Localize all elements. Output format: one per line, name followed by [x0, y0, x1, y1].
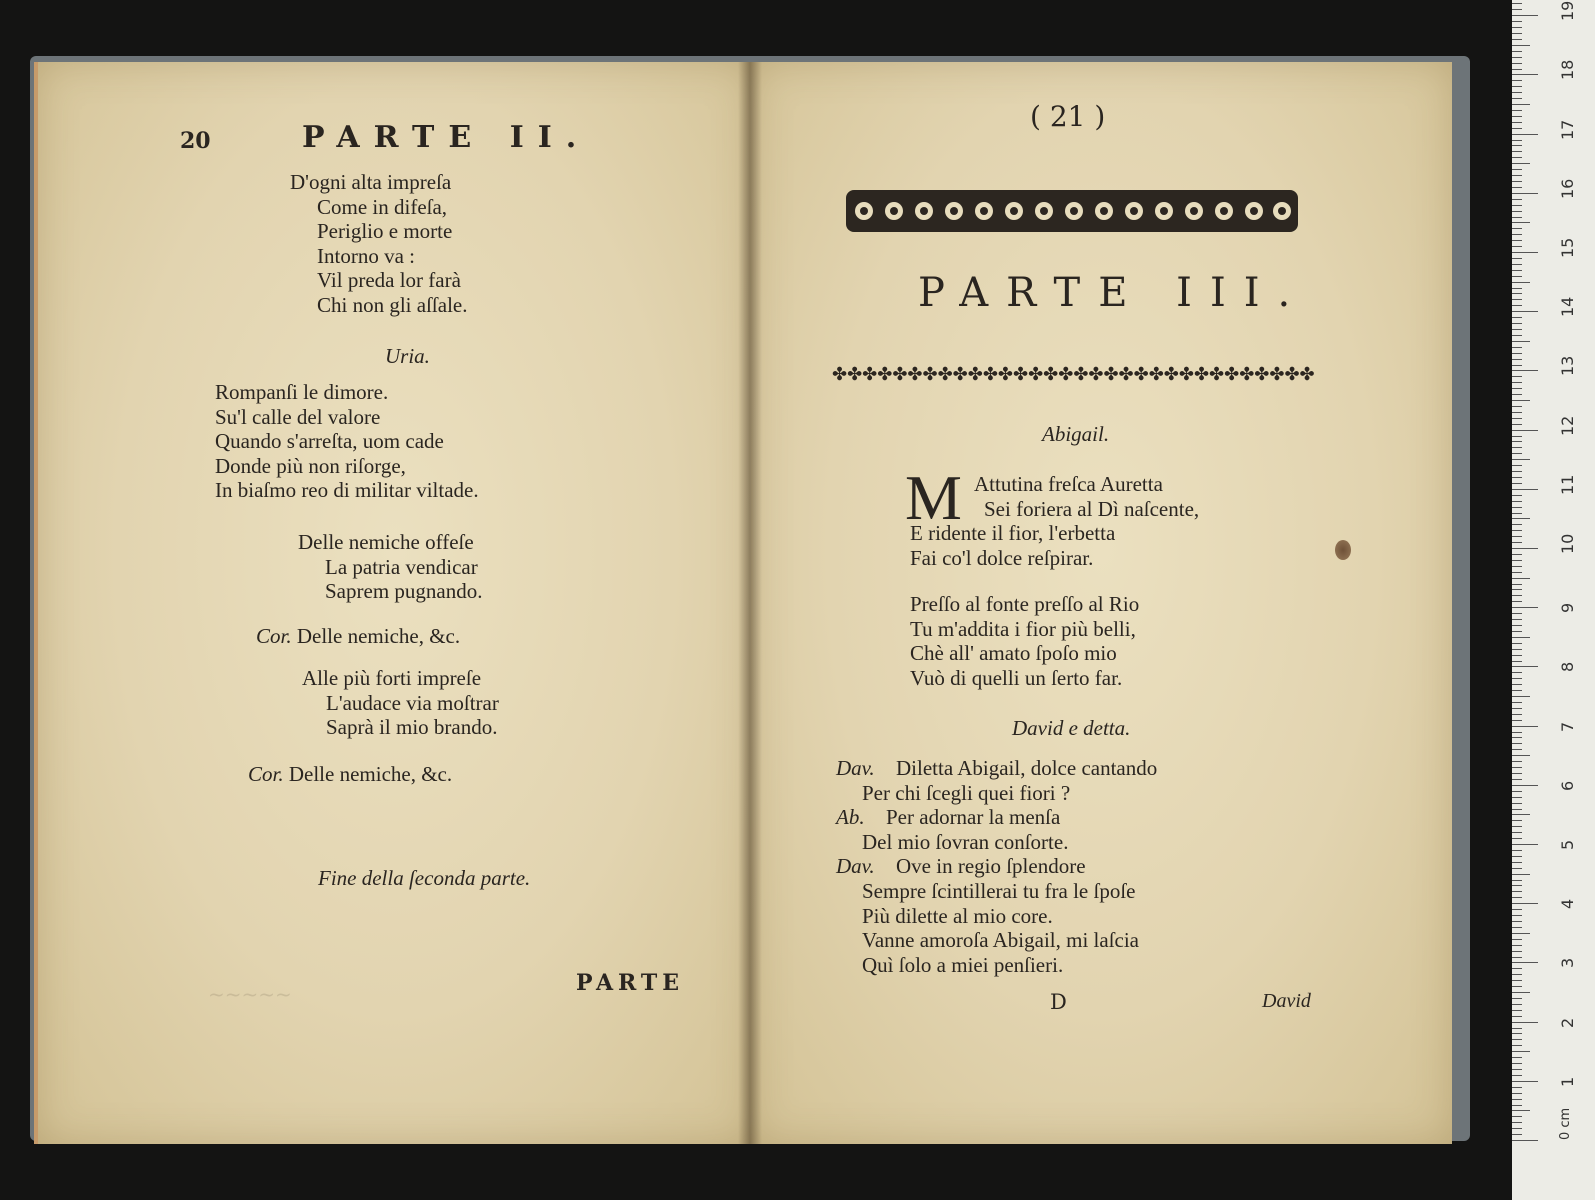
ruler-tick [1512, 631, 1522, 632]
ruler-tick [1512, 1134, 1522, 1135]
ruler-tick [1512, 767, 1522, 768]
ruler-tick [1512, 140, 1522, 141]
speaker-abigail: Abigail. [1042, 422, 1110, 446]
ruler-tick [1512, 832, 1522, 833]
ruler-tick [1512, 962, 1538, 963]
ruler-tick [1512, 572, 1522, 573]
right-stanza-1 [910, 521, 1115, 570]
ruler-tick [1512, 1116, 1522, 1117]
ruler-cm-label: 12 [1558, 415, 1577, 436]
ruler-tick [1512, 915, 1522, 916]
ruler-tick [1512, 347, 1522, 348]
ruler-tick [1512, 418, 1522, 419]
dialogue-text: Diletta Abigail, dolce cantando [896, 756, 1158, 780]
ruler-tick [1512, 1093, 1522, 1094]
verse-line: Fai co'l dolce reſpirar. [910, 545, 1094, 570]
verse-line: E ridente il fior, l'erbetta [910, 521, 1116, 545]
ruler-tick [1512, 276, 1522, 277]
left-page-header: PARTE II. [302, 120, 591, 155]
ruler-tick [1512, 885, 1522, 886]
ruler-tick [1512, 702, 1522, 703]
ruler-tick [1512, 1140, 1538, 1141]
chorus-text: Delle nemiche, &c. [288, 762, 453, 786]
verse-line: Quando s'arreſta, uom cade [215, 429, 444, 454]
ruler-tick [1512, 595, 1522, 596]
right-page-title: PARTE III. [918, 270, 1309, 316]
chorus-speaker: Cor. [256, 624, 292, 648]
ruler-tick [1512, 578, 1530, 579]
dialogue-line [836, 854, 1157, 879]
ruler-tick [1512, 169, 1522, 170]
ruler-tick [1512, 619, 1522, 620]
ruler-cm-label: 2 [1558, 1017, 1577, 1028]
ruler-tick [1512, 613, 1522, 614]
ruler-tick [1512, 791, 1522, 792]
ruler-cm-label: 8 [1558, 662, 1577, 673]
ruler-tick [1512, 1028, 1522, 1029]
ruler-tick [1512, 370, 1538, 371]
ruler-tick [1512, 755, 1530, 756]
ruler-tick [1512, 927, 1522, 928]
ruler-tick [1512, 1016, 1522, 1017]
ruler-tick [1512, 459, 1530, 460]
ruler-tick [1512, 826, 1522, 827]
dialogue-speaker: Dav. [836, 756, 875, 780]
ruler-tick [1512, 980, 1522, 981]
ruler-tick [1512, 128, 1522, 129]
speaker-david: David e detta. [1012, 716, 1131, 740]
ruler-tick [1512, 39, 1522, 40]
ruler-tick [1512, 341, 1530, 342]
chorus-text: Delle nemiche, &c. [296, 624, 461, 648]
ruler-tick [1512, 850, 1522, 851]
ruler-cm-label: 10 [1558, 533, 1577, 554]
ruler-tick [1512, 696, 1530, 697]
ruler-tick [1512, 743, 1522, 744]
ruler-tick [1512, 862, 1522, 863]
ruler-tick [1512, 329, 1522, 330]
ruler-tick [1512, 258, 1522, 259]
ruler-tick [1512, 856, 1522, 857]
dialogue-block [836, 756, 1157, 977]
ruler-tick [1512, 365, 1522, 366]
ruler-tick [1512, 838, 1522, 839]
ruler-tick [1512, 921, 1522, 922]
verse-line: Vuò di quelli un ſerto far. [910, 665, 1123, 690]
ruler-tick [1512, 518, 1530, 519]
ruler-tick [1512, 246, 1522, 247]
ruler-tick [1512, 252, 1538, 253]
ruler-tick [1512, 199, 1522, 200]
ruler-tick [1512, 589, 1522, 590]
ruler-cm-label: 18 [1558, 60, 1577, 81]
ruler-tick [1512, 536, 1522, 537]
ruler-tick [1512, 1128, 1522, 1129]
ruler-tick [1512, 957, 1522, 958]
ink-stain [1335, 540, 1351, 560]
ruler-tick [1512, 175, 1522, 176]
ruler-tick [1512, 441, 1522, 442]
ruler-tick [1512, 607, 1538, 608]
ruler-tick [1512, 726, 1538, 727]
ruler-tick [1512, 732, 1522, 733]
dialogue-text: Più dilette al mio core. [862, 903, 1053, 928]
ruler-cm-label: 15 [1558, 237, 1577, 258]
ruler-tick [1512, 45, 1530, 46]
ruler-tick [1512, 465, 1522, 466]
ruler-tick [1512, 288, 1522, 289]
ruler-tick [1512, 122, 1522, 123]
ruler-tick [1512, 92, 1522, 93]
verse-line: Delle nemiche offeſe [298, 530, 474, 554]
dialogue-text: Ove in regio ſplendore [896, 854, 1086, 879]
ruler-tick [1512, 749, 1522, 750]
ruler-tick [1512, 1069, 1522, 1070]
ruler-tick [1512, 992, 1530, 993]
right-stanza-2 [910, 592, 1139, 690]
ruler-tick [1512, 400, 1530, 401]
ruler-tick [1512, 643, 1522, 644]
ruler-tick [1512, 584, 1522, 585]
ruler-cm-label: 19 [1558, 0, 1577, 22]
dialogue-text: Per chi ſcegli quei fiori ? [862, 780, 1071, 805]
ruler-tick [1512, 507, 1522, 508]
ruler-cm-label: 17 [1558, 119, 1577, 140]
left-stanza-3 [298, 530, 482, 604]
dialogue-line [836, 904, 1157, 929]
ruler-tick [1512, 406, 1522, 407]
book-gutter [738, 62, 762, 1144]
ruler-tick [1512, 661, 1522, 662]
ruler-tick [1512, 625, 1522, 626]
ruler-tick [1512, 1057, 1522, 1058]
ruler-tick [1512, 1004, 1522, 1005]
ruler-tick [1512, 21, 1522, 22]
chorus-line-2 [248, 762, 452, 787]
chorus-line-1 [256, 624, 460, 649]
ruler-tick [1512, 720, 1522, 721]
ruler-tick [1512, 566, 1522, 567]
ruler-tick [1512, 317, 1522, 318]
ruler-cm-label: 3 [1558, 958, 1577, 969]
ruler-tick [1512, 394, 1522, 395]
verse-line: Sei foriera al Dì naſcente, [984, 497, 1200, 521]
ruler-tick [1512, 779, 1522, 780]
ruler-tick [1512, 323, 1522, 324]
ruler-tick [1512, 1081, 1538, 1082]
ruler-tick [1512, 797, 1522, 798]
ruler-cm-label: 16 [1558, 178, 1577, 199]
ruler-tick [1512, 116, 1522, 117]
ruler-tick [1512, 51, 1522, 52]
ruler-tick [1512, 939, 1522, 940]
ruler-tick [1512, 447, 1522, 448]
ruler-tick [1512, 63, 1522, 64]
ruler-cm-label: 6 [1558, 780, 1577, 791]
dialogue-text: Quì ſolo a miei penſieri. [862, 952, 1064, 977]
left-stanza-1 [290, 170, 467, 318]
ruler-tick [1512, 412, 1522, 413]
ruler-tick [1512, 666, 1538, 667]
dialogue-line [836, 928, 1157, 953]
ruler-cm-label: 11 [1558, 474, 1577, 495]
ruler-tick [1512, 737, 1522, 738]
ruler-tick [1512, 436, 1522, 437]
ruler-tick [1512, 714, 1522, 715]
verse-line: Attutina freſca Auretta [974, 472, 1163, 496]
ruler-tick [1512, 15, 1538, 16]
ruler-cm-label: 9 [1558, 603, 1577, 614]
ruler-cm-label: 1 [1558, 1076, 1577, 1087]
dialogue-line [836, 879, 1157, 904]
ruler-tick [1512, 57, 1522, 58]
ruler-tick [1512, 945, 1522, 946]
end-of-part-note: Fine della ſeconda parte. [318, 866, 531, 890]
left-stanza-2 [215, 380, 479, 503]
ruler-tick [1512, 376, 1522, 377]
ruler-tick [1512, 903, 1538, 904]
ruler-tick [1512, 1010, 1522, 1011]
ruler-tick [1512, 311, 1538, 312]
verse-line: D'ogni alta impreſa [290, 170, 452, 194]
ruler-tick [1512, 820, 1522, 821]
ruler-tick [1512, 874, 1530, 875]
ruler-tick [1512, 649, 1522, 650]
ruler-cm-label: 7 [1558, 721, 1577, 732]
ruler-tick [1512, 430, 1538, 431]
ruler-tick [1512, 909, 1522, 910]
ruler-tick [1512, 897, 1522, 898]
ruler-tick [1512, 761, 1522, 762]
ruler-tick [1512, 601, 1522, 602]
measurement-ruler [1512, 0, 1595, 1200]
ruler-tick [1512, 524, 1522, 525]
dialogue-text: Per adornar la menſa [886, 805, 1061, 830]
ruler-tick [1512, 554, 1522, 555]
ruler-tick [1512, 1099, 1522, 1100]
dialogue-text: Del mio ſovran conſorte. [862, 829, 1069, 854]
ruler-tick [1512, 471, 1522, 472]
ruler-tick [1512, 1105, 1522, 1106]
dialogue-line [836, 805, 1157, 830]
ruler-tick [1512, 891, 1522, 892]
ruler-tick [1512, 157, 1522, 158]
ruler-tick [1512, 205, 1522, 206]
page-number-right: ( 21 ) [1030, 100, 1106, 133]
ruler-tick [1512, 145, 1522, 146]
ruler-tick [1512, 187, 1522, 188]
ruler-tick [1512, 560, 1522, 561]
verse-line: In biaſmo reo di militar viltade. [215, 478, 479, 503]
ruler-tick [1512, 264, 1522, 265]
ruler-tick [1512, 489, 1538, 490]
ruler-tick [1512, 9, 1522, 10]
ruler-tick [1512, 530, 1522, 531]
left-stanza-4 [302, 666, 499, 740]
ruler-tick [1512, 477, 1522, 478]
ruler-tick [1512, 1039, 1522, 1040]
verse-line: Intorno va : [317, 243, 415, 268]
ruler-tick [1512, 803, 1522, 804]
ruler-tick [1512, 424, 1522, 425]
ruler-tick [1512, 1122, 1522, 1123]
ruler-tick [1512, 773, 1522, 774]
ruler-tick [1512, 495, 1522, 496]
ruler-tick [1512, 382, 1522, 383]
ruler-tick [1512, 193, 1538, 194]
ruler-tick [1512, 69, 1522, 70]
chorus-speaker: Cor. [248, 762, 284, 786]
ruler-cm-label: 13 [1558, 356, 1577, 377]
verse-line: Chè all' amato ſpoſo mio [910, 641, 1117, 666]
ruler-tick [1512, 104, 1530, 105]
page-number-left: 20 [180, 128, 211, 154]
ruler-tick [1512, 998, 1522, 999]
verse-line: La patria vendicar [325, 554, 478, 579]
ruler-tick [1512, 74, 1538, 75]
dialogue-text: Vanne amoroſa Abigail, mi laſcia [862, 928, 1139, 953]
ruler-tick [1512, 1110, 1530, 1111]
ruler-tick [1512, 974, 1522, 975]
ruler-tick [1512, 785, 1538, 786]
ruler-tick [1512, 844, 1538, 845]
dialogue-line [836, 756, 1157, 781]
ruler-tick [1512, 1033, 1522, 1034]
ruler-cm-label: 5 [1558, 839, 1577, 850]
ruler-tick [1512, 110, 1522, 111]
ruler-tick [1512, 1063, 1522, 1064]
ruler-tick [1512, 282, 1530, 283]
signature-mark: D [1050, 990, 1067, 1014]
ruler-tick [1512, 86, 1522, 87]
ruler-tick [1512, 181, 1522, 182]
ruler-tick [1512, 211, 1522, 212]
verse-line: Alle più forti impreſe [302, 666, 482, 690]
dialogue-speaker: Dav. [836, 854, 875, 879]
dialogue-line [836, 830, 1157, 855]
ruler-tick [1512, 1045, 1522, 1046]
ruler-tick [1512, 151, 1522, 152]
speaker-uria: Uria. [385, 344, 430, 368]
ruler-tick [1512, 453, 1522, 454]
ruler-tick [1512, 217, 1522, 218]
ruler-tick [1512, 293, 1522, 294]
ruler-tick [1512, 1051, 1530, 1052]
ruler-tick [1512, 933, 1530, 934]
drop-cap: M [905, 462, 962, 533]
ruler-tick [1512, 27, 1522, 28]
ruler-tick [1512, 98, 1522, 99]
verse-line: Saprà il mio brando. [326, 715, 498, 740]
ruler-tick [1512, 388, 1522, 389]
catchword-left: PARTE [576, 970, 685, 996]
dialogue-line [836, 953, 1157, 978]
verse-line: Rompanſi le dimore. [215, 380, 389, 404]
ruler-tick [1512, 353, 1522, 354]
ruler-tick [1512, 690, 1522, 691]
verse-line: Periglio e morte [317, 219, 453, 244]
ruler-tick [1512, 708, 1522, 709]
ruler-tick [1512, 637, 1530, 638]
ruler-tick [1512, 80, 1522, 81]
verse-line: Chi non gli aſſale. [317, 292, 468, 317]
ruler-tick [1512, 240, 1522, 241]
ruler-tick [1512, 655, 1522, 656]
ruler-tick [1512, 163, 1530, 164]
bleed-through: ~~~~~ [208, 982, 292, 1006]
ruler-tick [1512, 335, 1522, 336]
ruler-tick [1512, 548, 1538, 549]
verse-line: Donde più non riſorge, [215, 453, 406, 478]
ruler-tick [1512, 868, 1522, 869]
ruler-unit-label: 0 cm [1558, 1107, 1573, 1140]
ruler-tick [1512, 513, 1522, 514]
ruler-tick [1512, 809, 1522, 810]
ruler-tick [1512, 814, 1530, 815]
ruler-tick [1512, 299, 1522, 300]
ruler-tick [1512, 678, 1522, 679]
verse-line: Preſſo al fonte preſſo al Rio [910, 592, 1140, 616]
fleuron-divider: ✤✤✤✤✤✤✤✤✤✤✤✤✤✤✤✤✤✤✤✤✤✤✤✤✤✤✤✤✤✤✤✤ [832, 364, 1315, 385]
catchword-right: David [1262, 990, 1311, 1012]
ruler-cm-label: 14 [1558, 296, 1577, 318]
dialogue-speaker: Ab. [836, 805, 865, 830]
ruler-tick [1512, 3, 1522, 4]
ruler-tick [1512, 672, 1522, 673]
dialogue-text: Sempre ſcintillerai tu fra le ſpoſe [862, 878, 1136, 903]
ruler-tick [1512, 1075, 1522, 1076]
ruler-cm-label: 4 [1558, 899, 1577, 910]
verse-line: Tu m'addita i fior più belli, [910, 616, 1136, 641]
verse-line: L'audace via moſtrar [326, 690, 499, 715]
ruler-tick [1512, 483, 1522, 484]
ruler-tick [1512, 305, 1522, 306]
ruler-tick [1512, 542, 1522, 543]
ruler-tick [1512, 986, 1522, 987]
ruler-tick [1512, 134, 1538, 135]
ornamental-headpiece [846, 190, 1298, 232]
ruler-tick [1512, 234, 1522, 235]
ruler-tick [1512, 270, 1522, 271]
ruler-tick [1512, 501, 1522, 502]
ruler-tick [1512, 33, 1522, 34]
ruler-tick [1512, 222, 1530, 223]
dialogue-line [836, 781, 1157, 806]
verse-line: Vil preda lor farà [317, 268, 461, 293]
ruler-tick [1512, 1087, 1522, 1088]
ruler-tick [1512, 228, 1522, 229]
ruler-tick [1512, 880, 1522, 881]
verse-line: Su'l calle del valore [215, 404, 381, 429]
verse-line: Come in difeſa, [317, 194, 448, 219]
ruler-tick [1512, 1022, 1538, 1023]
ruler-tick [1512, 359, 1522, 360]
verse-line: Saprem pugnando. [325, 579, 483, 604]
ruler-tick [1512, 684, 1522, 685]
ruler-tick [1512, 951, 1522, 952]
ruler-tick [1512, 968, 1522, 969]
